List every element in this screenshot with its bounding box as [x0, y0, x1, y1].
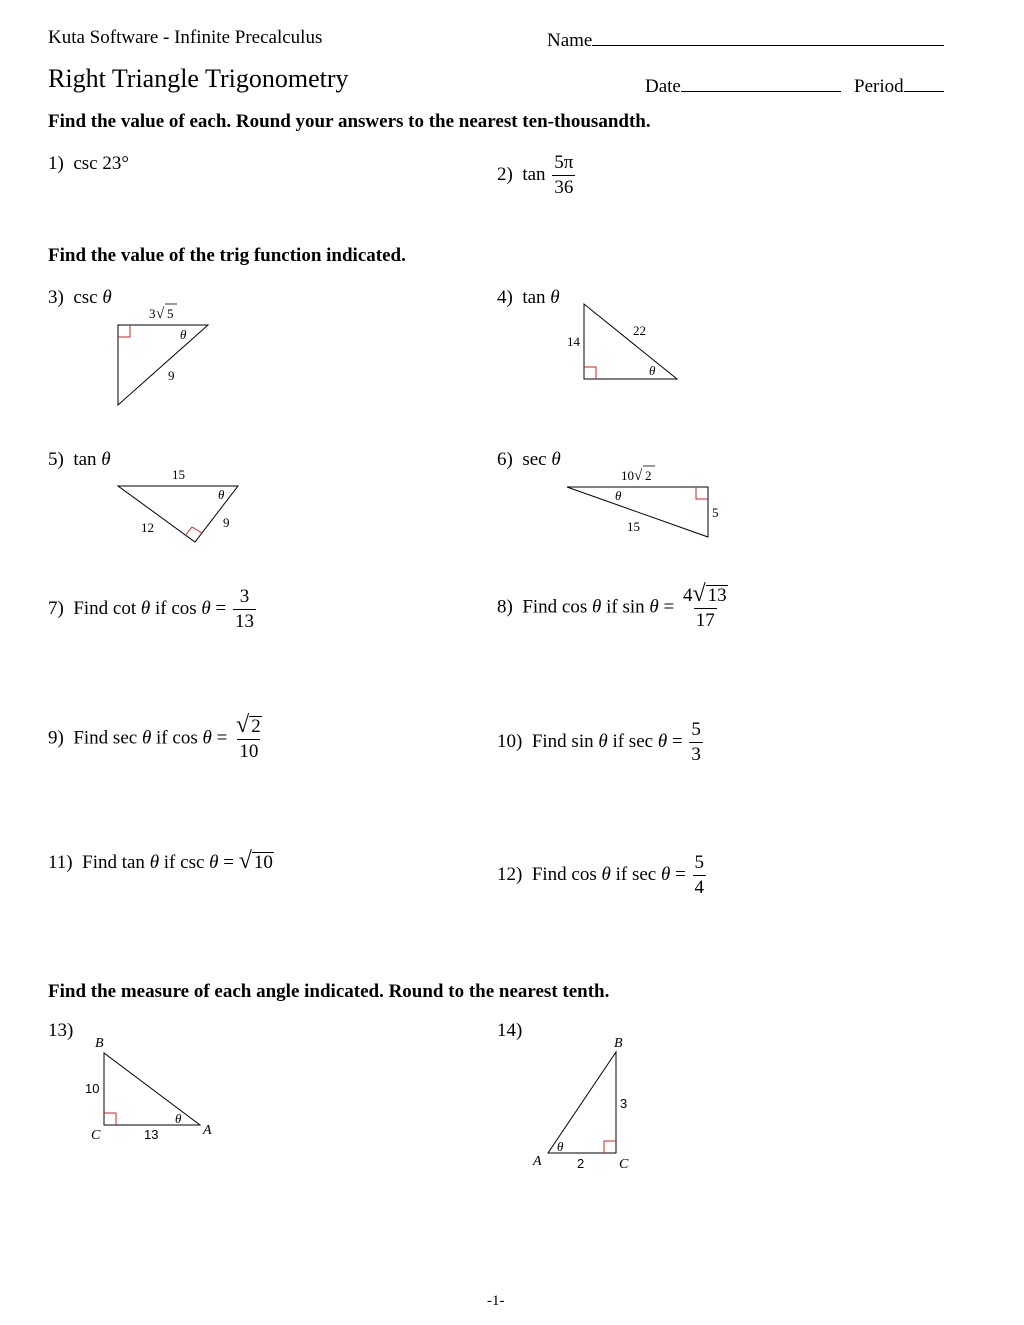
vertex-label-a: A — [203, 1123, 212, 1138]
section-instruction: Find the measure of each angle indicated. Round to the nearest tenth. — [48, 981, 610, 1002]
page-number: -1- — [487, 1293, 505, 1309]
vertex-label-b: B — [614, 1036, 623, 1051]
side-label-top-coef: 3 — [149, 306, 156, 321]
function-name: csc — [73, 287, 98, 308]
angle-label: θ — [557, 1139, 564, 1154]
theta-symbol: θ — [209, 852, 219, 873]
theta-symbol: θ — [649, 596, 659, 618]
vertex-label-c: C — [619, 1157, 629, 1172]
problem-number: 1) — [48, 153, 64, 174]
radical-sign: √ — [236, 712, 250, 738]
theta-symbol: θ — [601, 863, 611, 885]
equals-sign: = — [223, 852, 234, 873]
angle-label: θ — [649, 363, 656, 378]
page-title: Right Triangle Trigonometry — [48, 64, 349, 93]
angle-label: θ — [180, 327, 187, 342]
side-label-hyp: 9 — [168, 368, 175, 383]
fraction-numerator: 5 — [694, 852, 705, 873]
problem-text: if sec — [612, 730, 654, 752]
side-label-leg-a: 12 — [141, 520, 154, 535]
side-label-hyp: 15 — [627, 519, 640, 534]
fraction-denominator: 17 — [695, 610, 715, 631]
fraction-denominator: 10 — [239, 741, 259, 762]
problem-text: if cos — [156, 727, 198, 749]
problem-number: 6) — [497, 449, 513, 470]
theta-symbol: θ — [149, 852, 160, 873]
side-label-side: 5 — [712, 505, 719, 520]
vertex-label-a: A — [533, 1154, 542, 1169]
radical-sign: √ — [634, 468, 643, 484]
publisher-line: Kuta Software - Infinite Precalculus — [48, 27, 323, 48]
angle-label: θ — [175, 1111, 182, 1126]
theta-symbol: θ — [550, 287, 560, 308]
theta-symbol: θ — [101, 449, 111, 470]
problem-text: Find cos — [522, 596, 588, 618]
fraction-numerator: 5π — [554, 152, 574, 173]
problem-text: Find tan — [82, 852, 145, 873]
problem-number: 4) — [497, 287, 513, 308]
fraction-denominator: 4 — [694, 877, 705, 898]
radicand: 13 — [707, 585, 727, 606]
radical-sign: √ — [156, 306, 165, 322]
function-name: tan — [522, 287, 546, 308]
equals-sign: = — [216, 727, 228, 749]
problem-text: Find cos — [531, 863, 597, 885]
problem-number: 10) — [497, 730, 523, 752]
side-label-leg-b: 9 — [223, 515, 230, 530]
fraction-denominator: 13 — [234, 611, 254, 632]
right-angle-mark — [604, 1141, 616, 1153]
problem-number: 5) — [48, 449, 64, 470]
side-label-hyp: 15 — [172, 467, 185, 482]
problem-text: if csc — [163, 852, 205, 873]
problem-number: 8) — [497, 596, 513, 618]
equals-sign: = — [671, 730, 683, 752]
problem-number: 7) — [48, 597, 64, 619]
side-label-ac: 2 — [577, 1156, 585, 1171]
vertex-label-c: C — [91, 1128, 101, 1143]
theta-symbol: θ — [551, 449, 561, 470]
theta-symbol: θ — [592, 596, 602, 618]
function-name: sec — [522, 449, 547, 470]
triangle-shape — [548, 1052, 616, 1153]
side-label-leg: 14 — [567, 334, 580, 349]
theta-symbol: θ — [140, 597, 151, 619]
radicand: 10 — [253, 852, 273, 873]
problem-14: 14) — [497, 1020, 523, 1041]
theta-symbol: θ — [102, 287, 112, 308]
problem-text: Find sec — [73, 727, 138, 749]
radical-sign: √ — [692, 581, 706, 607]
theta-symbol: θ — [598, 730, 608, 752]
theta-symbol: θ — [141, 727, 152, 749]
problem-text: csc 23° — [73, 153, 129, 174]
radicand: 2 — [251, 716, 261, 737]
side-label-top-rad: 5 — [167, 306, 174, 321]
problem-number: 3) — [48, 287, 64, 308]
angle-label: θ — [218, 487, 225, 502]
name-label: Name — [547, 30, 593, 51]
fraction-denominator: 3 — [691, 744, 701, 765]
function-name: tan — [522, 163, 546, 185]
side-label-bc: 3 — [620, 1096, 628, 1111]
function-name: tan — [73, 449, 97, 470]
problem-text: if cos — [154, 597, 197, 619]
equals-sign: = — [663, 596, 675, 618]
fraction-numerator: 3 — [239, 586, 250, 607]
section-instruction: Find the value of each. Round your answers to the nearest ten-thousandth. — [48, 111, 651, 132]
problem-number: 9) — [48, 727, 64, 749]
side-label-top-coef: 10 — [621, 468, 634, 483]
period-label: Period — [854, 76, 904, 97]
side-label-ca: 13 — [144, 1127, 159, 1142]
equals-sign: = — [215, 597, 227, 619]
problem-number: 12) — [497, 863, 523, 885]
problem-text: Find sin — [531, 730, 594, 752]
theta-symbol: θ — [201, 597, 211, 619]
radical-sign: √ — [238, 848, 252, 874]
vertex-label-b: B — [95, 1036, 104, 1051]
theta-symbol: θ — [657, 730, 668, 752]
side-label-bc: 10 — [85, 1081, 100, 1096]
date-label: Date — [645, 76, 681, 97]
problem-13: 13) — [48, 1020, 74, 1041]
equals-sign: = — [675, 863, 686, 885]
theta-symbol: θ — [660, 863, 671, 885]
section-instruction: Find the value of the trig function indicated. — [48, 245, 406, 266]
problem-text: if sin — [606, 596, 645, 618]
problem-number: 11) — [48, 852, 73, 873]
theta-symbol: θ — [202, 727, 212, 749]
fraction-numerator: 5 — [691, 719, 701, 740]
coefficient: 4 — [682, 585, 693, 606]
fraction-denominator: 36 — [554, 177, 574, 198]
problem-text: Find cot — [73, 597, 137, 619]
angle-label: θ — [615, 488, 622, 503]
side-label-hyp: 22 — [633, 323, 646, 338]
problem-text: if sec — [615, 863, 657, 885]
side-label-top-rad: 2 — [645, 468, 652, 483]
problem-number: 2) — [497, 163, 513, 185]
